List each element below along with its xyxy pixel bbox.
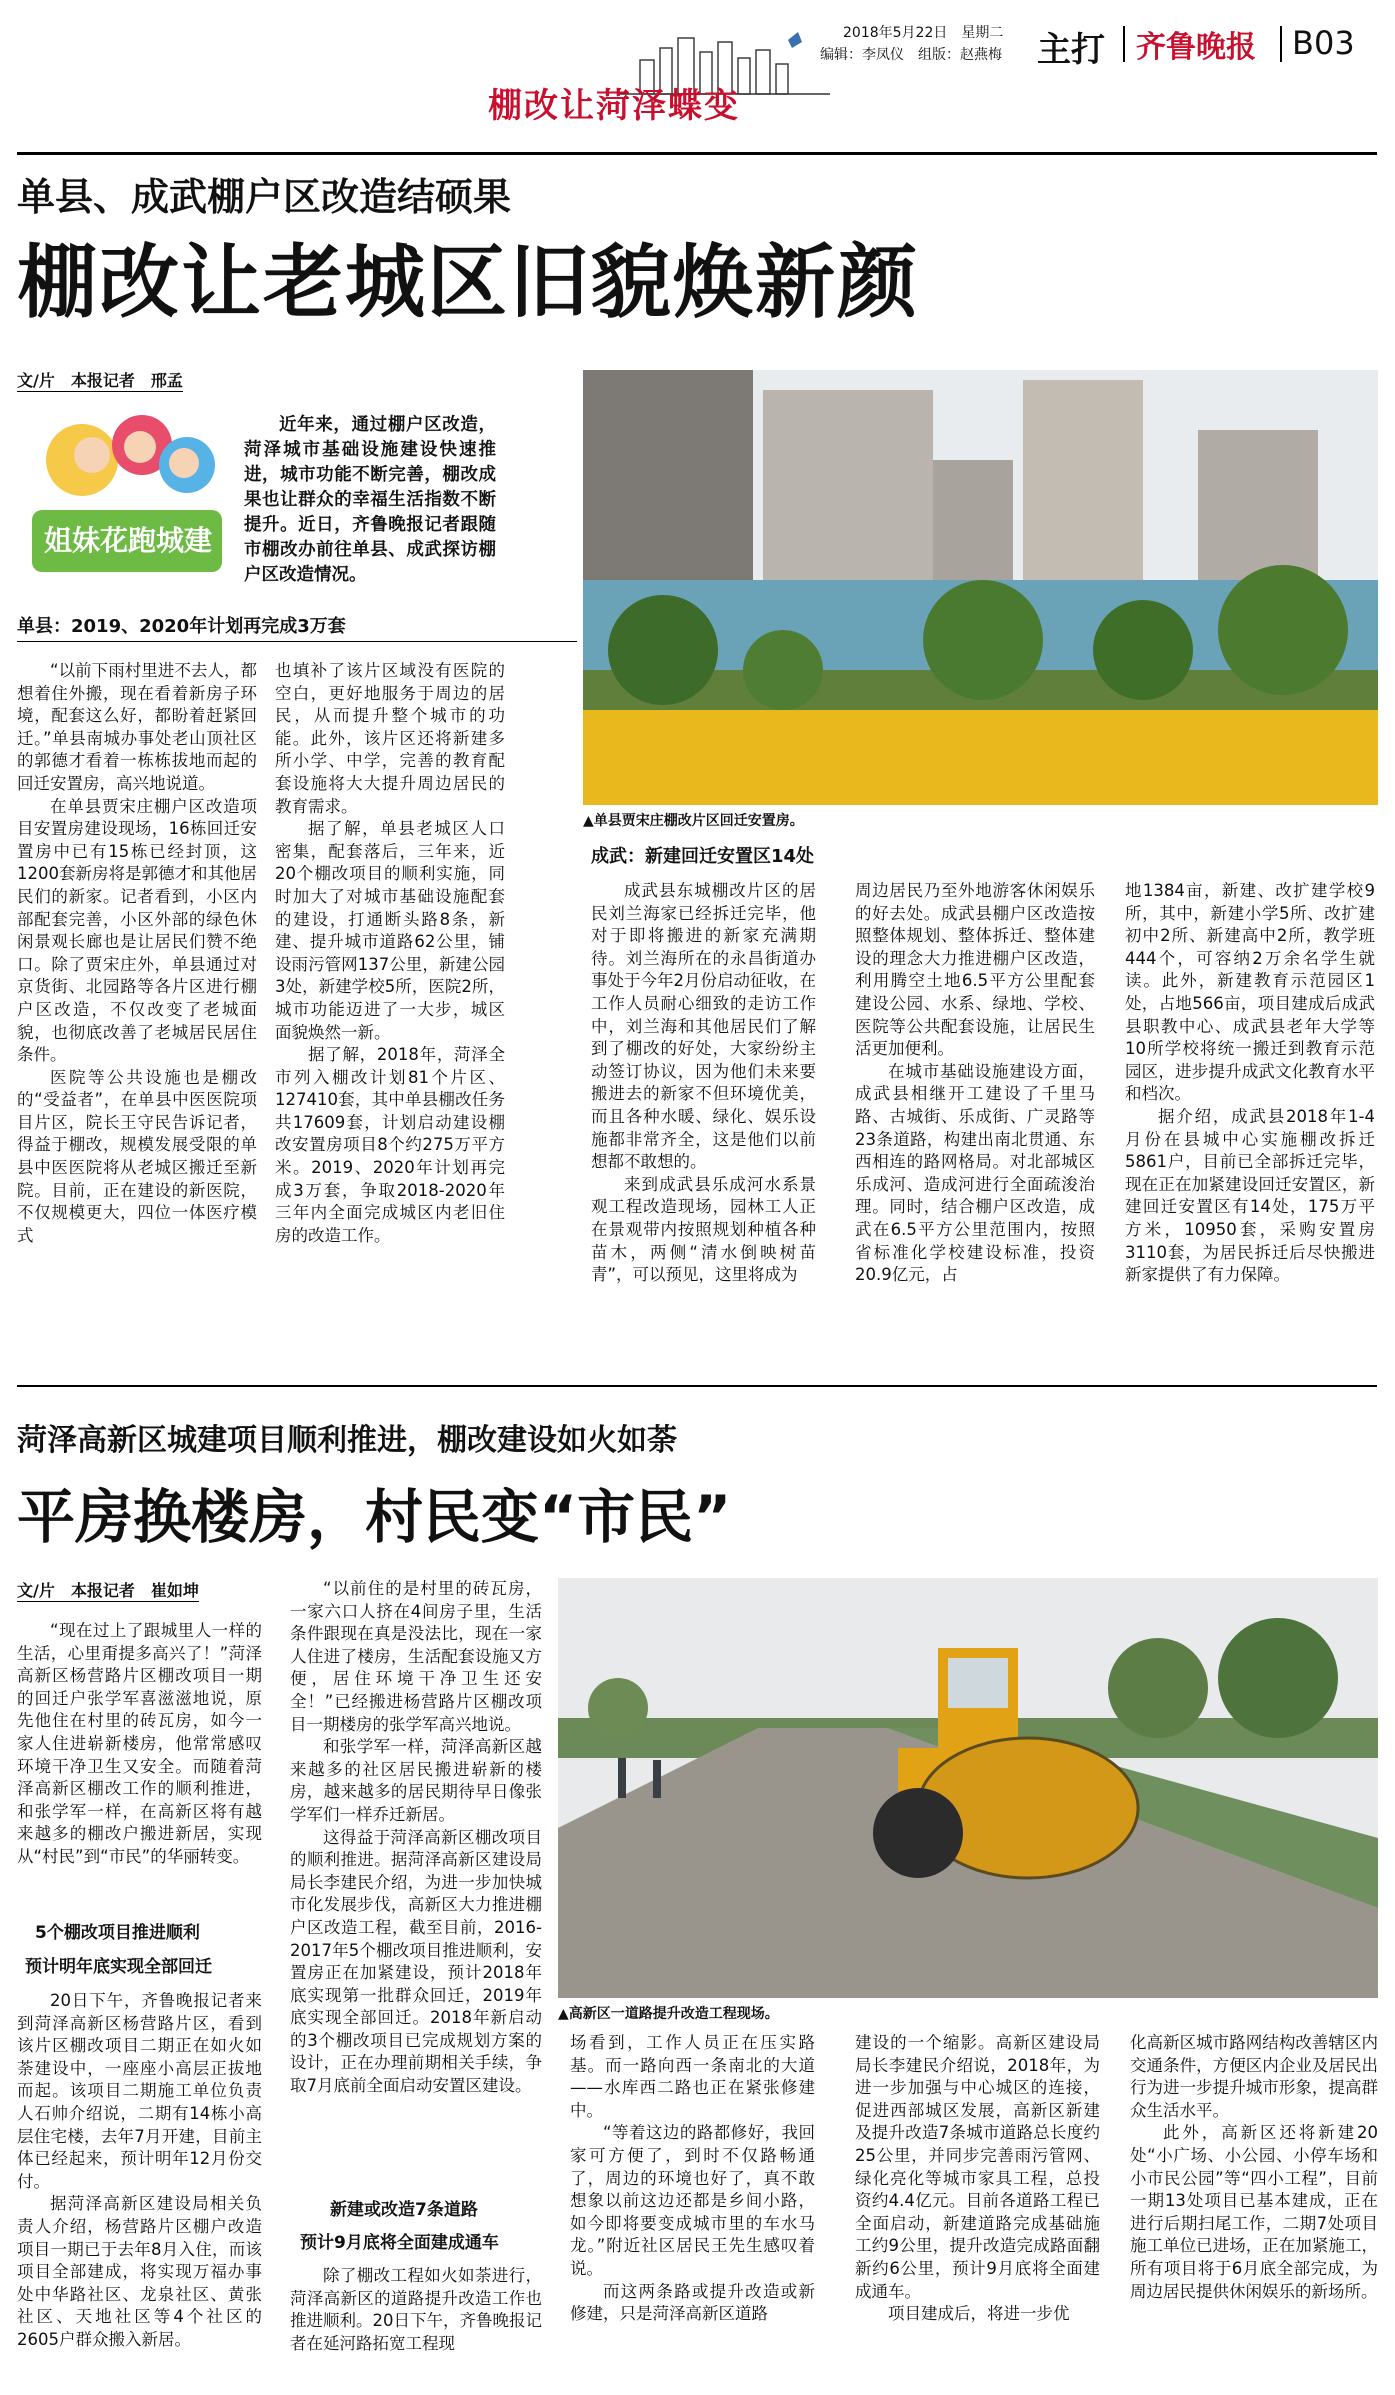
masthead	[0, 0, 1395, 126]
story1-photo	[583, 370, 1378, 805]
story2-byline: 文/片 本报记者 崔如坤	[17, 1578, 199, 1602]
story1-column-2: 也填补了该片区域没有医院的空白，更好地服务于周边的居民，从而提升整个城市的功能。此外，该片区还将新建多所小学、中学，完善的教育配套设施将大大提升周边居民的教育需求。 据了解，单县老城区人口密集，配套落后，三年来，近20个棚改项目的顺利实施，同时加大了对城市基础设施配套的建设，打通断头路8条，新建、提升城市道路62公里，铺设雨污管网137公里，新建公园3处，新建学校5所，医院2所，城市功能迈进了一大步，城区面貌焕然一新。 据了解，2018年，菏泽全市列入棚改计划81个片区、127410套，其中单县棚改任务共17609套，计划启动建设棚改安置房项目8个约275万平方米。2019、2020年计划再完成3万套，争取2018-2020年三年内全面完成城区内老旧住房的改造工作。	[275, 661, 505, 1245]
story2-column-1b: 20日下午，齐鲁晚报记者来到菏泽高新区杨营路片区，看到该片区棚改项目二期正在如火如荼建设中，一座座小高层正拔地而起。该项目二期施工单位负责人石帅介绍说，二期有14栋小高层住宅楼，去年7月开建，目前主体已经起来，预计明年12月份交付。 据菏泽高新区建设局相关负责人介绍，杨营路片区棚户改造项目一期已于去年8月入住，而该项目全部建成，将实现万福办事处中华路社区、龙泉社区、黄张社区、天地社区等4个社区的2605户群众搬入新居。	[17, 1991, 262, 2349]
page-number: B03	[1292, 24, 1355, 62]
divider	[1280, 26, 1282, 62]
story2-photo-caption: ▲高新区一道路提升改造工程现场。	[558, 2006, 779, 2022]
banner-title: 棚改让菏泽蝶变	[488, 86, 740, 126]
divider	[17, 641, 577, 642]
story1-column-4: 周边居民乃至外地游客休闲娱乐的好去处。成武县棚户区改造按照整体规划、整体拆迁、整体建设的理念大力推进棚户区改造，利用腾空土地6.5平方公里配套建设公园、水系、绿地、学校、医院等公共配套设施，让居民生活更加便利。 在城市基础设施建设方面，成武县相继开工建设了千里马路、古城街、乐成街、广灵路等23条道路，构建出南北贯通、东西相连的路网格局。对北部城区乐成河、造成河进行全面疏浚治理。同时，结合棚户区改造，成武在6.5平方公里范围内，按照省标准化学校建设标准，投资20.9亿元，占	[855, 881, 1095, 1285]
story2-headline: 平房换楼房，村民变“市民”	[17, 1483, 732, 1551]
story2-column-5: 化高新区城市路网结构改善辖区内交通条件，方便区内企业及居民出行为进一步提升城市形象，提高群众生活水平。 此外，高新区还将新建20处“小广场、小公园、小停车场和小市民公园”等“四小工程”，目前一期13处项目已基本建成，正在进行后期扫尾工作，二期7处项目施工单位已进场，正在加紧施工，所有项目将于6月底全部完成，为周边居民提供休闲娱乐的新场所。	[1130, 2033, 1378, 2301]
story2-column-2: “以前住的是村里的砖瓦房，一家六口人挤在4间房子里，生活条件跟现在真是没法比，现在一家人住进了楼房，生活配套设施又方便，居住环境干净卫生还安全！”已经搬进杨营路片区棚改项目一期楼房的张学军高兴地说。 和张学军一样，菏泽高新区越来越多的社区居民搬进崭新的楼房，越来越多的居民期待早日像张学军们一样乔迁新居。 这得益于菏泽高新区棚改项目的顺利推进。据菏泽高新区建设局局长李建民介绍，为进一步加快城市化发展步伐，高新区大力推进棚户区改造工程，截至目前，2016-2017年5个棚改项目推进顺利，安置房正在加紧建设，预计2018年底实现第一批群众回迁，2019年底实现全部回迁。2018年新启动的3个棚改项目已完成规划方案的设计，正在办理前期相关手续，争取7月底前全面启动安置区建设。	[290, 1579, 542, 2096]
story1-column-5: 地1384亩，新建、改扩建学校9所，其中，新建小学5所、改扩建初中2所、新建高中2所，教学班444个，可容纳2万余名学生就读。此外，新建教育示范园区1处，占地566亩，项目建成后成武县职教中心、成武县老年大学等10所学校将统一搬迁到教育示范园区，进步提升成武文化教育水平和档次。 据介绍，成武县2018年1-4月份在县城中心实施棚改拆迁5861户，目前已全部拆迁完毕，现在正在加紧建设回迁安置区，新建回迁安置区有14处，175万平方米，10950套，采购安置房3110套，为居民拆迁后尽快搬进新家提供了有力保障。	[1125, 881, 1375, 1285]
story2-column-2b: 除了棚改工程如火如荼进行，菏泽高新区的道路提升改造工作也推进顺利。20日下午，齐鲁晚报记者在延河路拓宽工程现	[290, 2266, 542, 2353]
editor-credit	[820, 44, 1002, 64]
story2-subhead-1a: 5个棚改项目推进顺利	[35, 1923, 200, 1943]
divider	[1123, 26, 1125, 62]
section-name: 主打	[1037, 30, 1105, 70]
story1-subhead-2: 成武：新建回迁安置区14处	[591, 846, 815, 867]
story1-kicker: 单县、成武棚户区改造结硕果	[17, 175, 512, 219]
story2-subhead-2a: 新建或改造7条道路	[330, 2200, 478, 2220]
issue-date	[843, 22, 1003, 42]
story-divider	[17, 1385, 1377, 1387]
story1-logo	[22, 405, 232, 580]
story1-lead: 近年来，通过棚户区改造，菏泽城市基础设施建设快速推进，城市功能不断完善，棚改成果也让群众的幸福生活指数不断提升。近日，齐鲁晚报记者跟随市棚改办前往单县、成武探访棚户区改造情况。	[244, 415, 496, 585]
story2-column-1: “现在过上了跟城里人一样的生活，心里甭提多高兴了！”菏泽高新区杨营路片区棚改项目一期的回迁户张学军喜滋滋地说，原先他住在村里的砖瓦房，如今一家人住进崭新楼房，他常常感叹环境干净卫生又安全。而随着菏泽高新区棚改工作的顺利推进，和张学军一样，在高新区将有越来越多的棚改户搬进新居，实现从“村民”到“市民”的华丽转变。	[17, 1621, 262, 1866]
story2-photo	[558, 1578, 1378, 1998]
top-rule	[17, 152, 1377, 155]
weekday: 星期二	[961, 25, 1004, 41]
story2-subhead-1b: 预计明年底实现全部回迁	[25, 1957, 212, 1977]
story1-photo-caption: ▲单县贾宋庄棚改片区回迁安置房。	[583, 813, 804, 829]
designer: 组版：赵燕梅	[918, 47, 1002, 63]
story1-column-1: “以前下雨村里进不去人，都想着住外搬，现在看着新房子环境，配套这么好，都盼着赶紧回迁。”单县南城办事处老山顶社区的郭德才看着一栋栋拔地而起的回迁安置房，高兴地说道。 在单县贾宋庄棚户区改造项目安置房建设现场，16栋回迁安置房中已有15栋已经封顶，这1200套新房将是郭德才和其他居民们的新家。记者看到，小区内部配套完善，小区外部的绿色休闲景观长廊也是让居民们赞不绝口。除了贾宋庄外，单县通过对京货街、北园路等各片区进行棚户区改造，不仅改变了老城面貌，也彻底改善了老城居民居住条件。 医院等公共设施也是棚改的“受益者”，在单县中医医院项目片区，院长王守民告诉记者，得益于棚改，规模发展受限的单县中医医院将从老城区搬迁至新院。目前，正在建设的新医院，不仅规模更大，四位一体医疗模式	[17, 661, 257, 1245]
story1-column-3: 成武县东城棚改片区的居民刘兰海家已经拆迁完毕，他对于即将搬进的新家充满期待。刘兰海所在的永昌街道办事处于今年2月份启动征收，在工作人员耐心细致的走访工作中，刘兰海和其他居民们了解到了棚改的好处，大家纷纷主动签订协议，因为他们未来要搬进去的新家不但环境优美，而且各种水暖、绿化、娱乐设施都非常齐全，这是他们以前想都不敢想的。 来到成武县乐成河水系景观工程改造现场，园林工人正在景观带内按照规划种植各种苗木，两侧“清水倒映树苗青”，可以预见，这里将成为	[591, 881, 816, 1285]
story2-kicker: 菏泽高新区城建项目顺利推进，棚改建设如火如荼	[17, 1423, 677, 1458]
story2-subhead-2b: 预计9月底将全面建成通车	[300, 2233, 499, 2253]
editor: 编辑：李凤仪	[820, 47, 904, 63]
story2-column-4: 建设的一个缩影。高新区建设局局长李建民介绍说，2018年，为进一步加强与中心城区的连接，促进西部城区发展，高新区新建及提升改造7条城市道路总长度约25公里，并同步完善雨污管网、绿化亮化等城市家具工程，总投资约4.4亿元。目前各道路工程已全面启动，新建道路完成基础施工约9公里，提升改造完成路面翻新约6公里，预计9月底将全面建成通车。 项目建成后，将进一步优	[855, 2033, 1100, 2324]
date: 2018年5月22日	[843, 25, 948, 41]
logo-text: 姐妹花跑城建	[43, 524, 212, 557]
story1-subhead-1: 单县：2019、2020年计划再完成3万套	[17, 616, 346, 637]
story1-byline: 文/片 本报记者 邢孟	[17, 368, 183, 392]
paper-logo: 齐鲁晚报	[1136, 30, 1256, 65]
story1-headline: 棚改让老城区旧貌焕新颜	[17, 236, 919, 329]
story2-column-3: 场看到，工作人员正在压实路基。而一路向西一条南北的大道——水库西二路也正在紧张修建中。 “等着这边的路都修好，我回家可方便了，到时不仅路畅通了，周边的环境也好了，真不敢想象以前这边还都是乡间小路，如今即将要变成城市里的车水马龙。”附近社区居民王先生感叹着说。 而这两条路或提升改造或新修建，只是菏泽高新区道路	[570, 2033, 815, 2324]
